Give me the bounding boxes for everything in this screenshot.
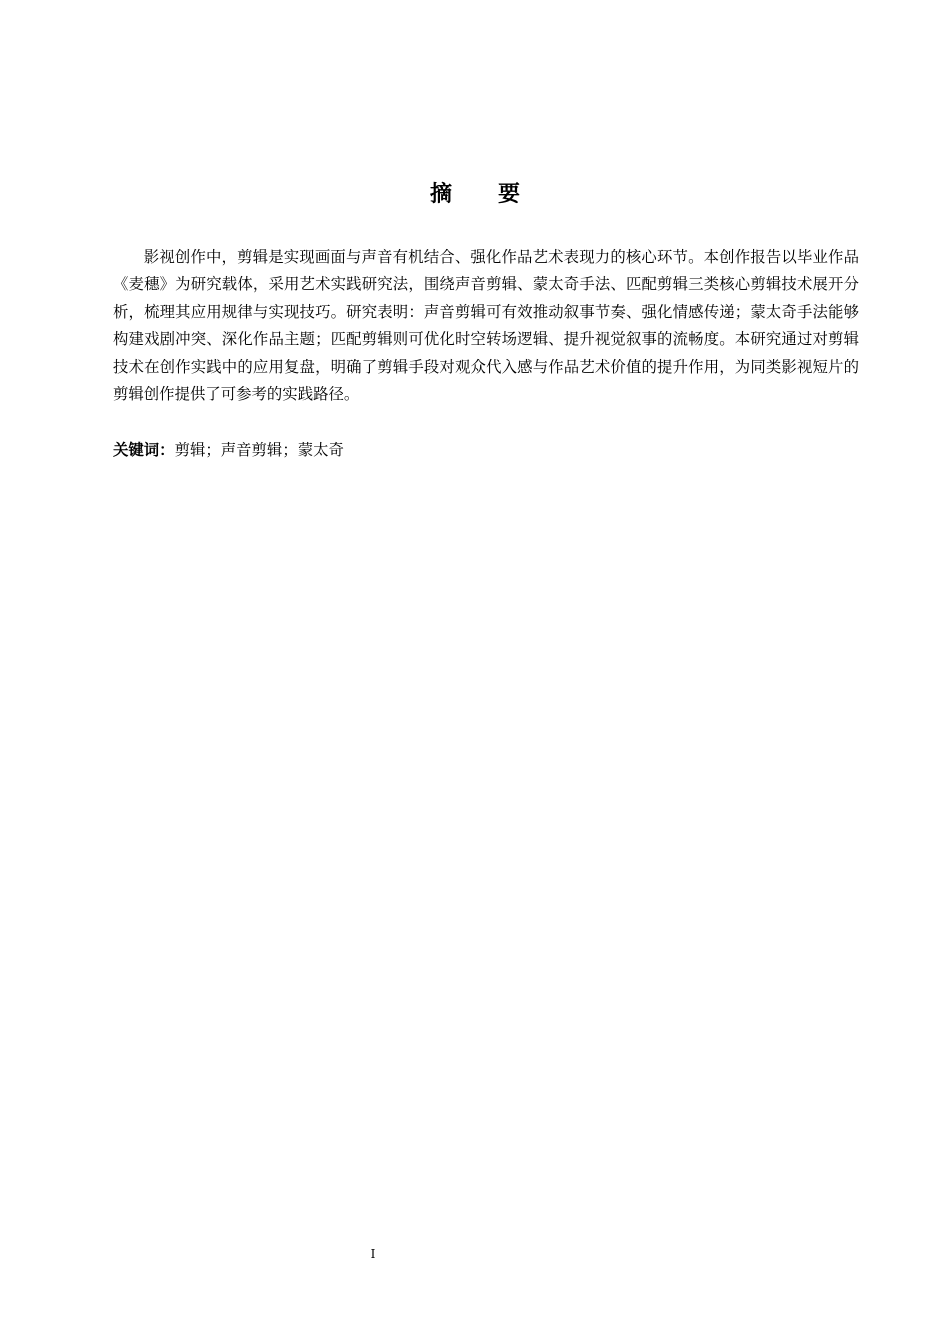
abstract-body: 影视创作中，剪辑是实现画面与声音有机结合、强化作品艺术表现力的核心环节。本创作报告以毕业作品《麦穗》为研究载体，采用艺术实践研究法，围绕声音剪辑、蒙太奇手法、匹配剪辑三类核心剪辑技术展开分析，梳理其应用规律与实现技巧。研究表明：声音剪辑可有效推动叙事节奏、强化情感传递；蒙太奇手法能够构建戏剧冲突、深化作品主题；匹配剪辑则可优化时空转场逻辑、提升视觉叙事的流畅度。本研究通过对剪辑技术在创作实践中的应用复盘，明确了剪辑手段对观众代入感与作品艺术价值的提升作用，为同类影视短片的剪辑创作提供了可参考的实践路径。: [113, 248, 859, 404]
abstract-title: [0, 178, 950, 212]
keywords-value: 剪辑；声音剪辑；蒙太奇: [174, 441, 344, 459]
abstract-title-char-2: 要: [498, 182, 521, 207]
page-number: I: [370, 1247, 376, 1261]
keywords-label: 关键词：: [113, 441, 175, 459]
abstract-title-char-1: 摘: [429, 182, 452, 207]
keywords-line: [113, 437, 859, 464]
